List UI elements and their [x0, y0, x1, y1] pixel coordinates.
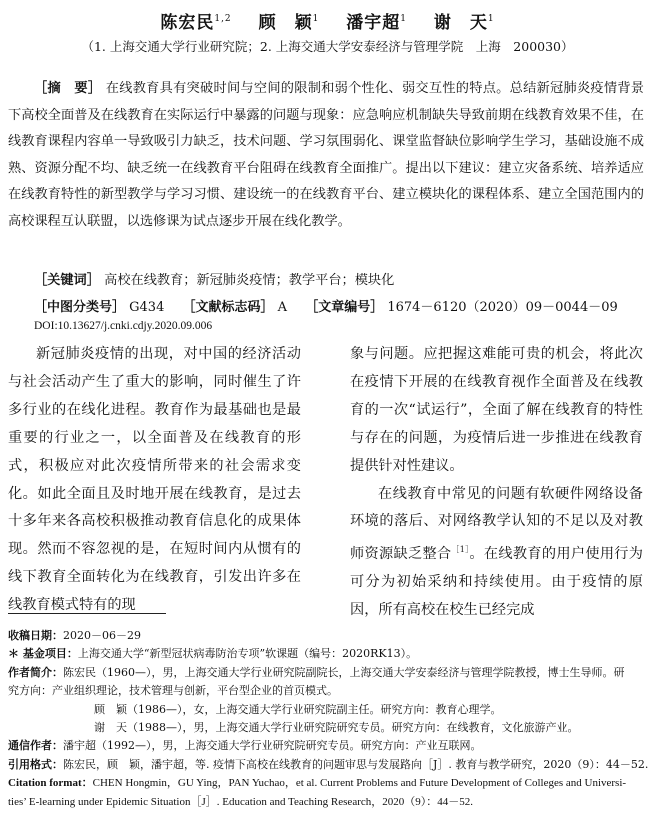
footnote-divider [8, 613, 166, 614]
corresponding-author: 通信作者：潘宇超（1992—），男，上海交通大学行业研究院研究专员。研究方向：产业互联网。 [8, 739, 482, 753]
doc-code-label: ［文献标志码］ [182, 300, 274, 315]
author-4: 谢 天$^1$ [433, 13, 495, 33]
doi: DOI:10.13627/j.cnki.cdjy.2020.09.006 [34, 320, 213, 332]
author-2: 顾 颖$^1$ [258, 13, 320, 33]
author-bio-2: 顾 颖（1986—），女，上海交通大学行业研究院副主任。研究方向：教育心理学。 [94, 702, 502, 716]
citation-ref: ［1］ [451, 545, 470, 555]
abstract-label: ［摘 要］ [34, 81, 102, 96]
citation-format-en: Citation format：CHEN Hongmin，GU Ying，PAN Yuchao，et al. Current Problems and Future Development of Colleges and Universi- [8, 777, 627, 790]
author-3: 潘宇超$^1$ [346, 13, 407, 33]
article-number-value: 1674－6120（2020）09－0044－09 [387, 300, 618, 315]
keywords-label: ［关键词］ [34, 273, 100, 288]
footnotes [8, 627, 648, 811]
citation-format-en-cont: ties’ E-learning under Epidemic Situation［J］. Education and Teaching Research，2020（9）：44－52. [8, 795, 473, 808]
keywords [8, 270, 644, 292]
abstract-text: 在线教育具有突破时间与空间的限制和弱个性化、弱交互性的特点。总结新冠肺炎疫情背景下高校全面普及在线教育在实际运行中暴露的问题与现象：应急响应机制缺失导致前期在线教育效果不佳，在线教育课程内容单一导致吸引力缺乏，技术问题、学习氛围弱化、课堂监督缺位影响学生学习，基础设施不成熟、资源分配不均、缺乏统一在线教育平台阻碍在线教育全面推广。提出以下建议：建立灾备系统、培养适应在线教育特性的新型教学与学习习惯、建设统一的在线教育平台、建立模块化的课程体系、建立全国范围内的高校课程互认联盟，以选修课为试点逐步开展在线化教学。 [8, 81, 644, 229]
author-bio: 作者简介：陈宏民（1960—），男，上海交通大学行业研究院副院长，上海交通大学安泰经济与管理学院教授，博士生导师。研 [8, 665, 625, 679]
body-column-left [8, 341, 301, 620]
doc-code-value: A [277, 300, 288, 315]
clc-value: G434 [129, 300, 165, 315]
body-paragraph: 在线教育中常见的问题有软硬件网络设备环境的落后、对网络教学认知的不足以及对教师资源缺乏整合$^{[1]}$。在线教育的用户使用行为可分为初始采纳和持续使用。由于疫情的原因，所有高校在校生已经完成 [350, 485, 643, 619]
author-1: 陈宏民$^{1,2}$ [160, 13, 232, 33]
classification-line [34, 297, 654, 319]
article-number-label: ［文章编号］ [305, 300, 384, 315]
author-bio-3: 谢 天（1988—），男，上海交通大学行业研究院研究专员。研究方向：在线教育，文化旅游产业。 [94, 721, 579, 735]
body-paragraph: 象与问题。应把握这难能可贵的机会，将此次在疫情下开展的在线教育视作全面普及在线教育的一次“试运行”，全面了解在线教育的特性与存在的问题，为疫情后进一步推进在线教育提供针对性建议。 [350, 346, 643, 474]
affiliation: （1. 上海交通大学行业研究院；2. 上海交通大学安泰经济与管理学院 上海 200030） [81, 39, 574, 54]
citation-format: 引用格式：陈宏民，顾 颖，潘宇超，等. 疫情下高校在线教育的问题审思与发展路向［J］. 教育与教学研究，2020（9）：44－52. [8, 757, 649, 771]
received-date: 收稿日期：2020－06－29 [8, 629, 141, 642]
author-line [0, 8, 655, 33]
body-column-right [350, 341, 643, 625]
body-paragraph: 新冠肺炎疫情的出现，对中国的经济活动与社会活动产生了重大的影响，同时催生了许多行业的在线化进程。教育作为最基础也是最重要的行业之一，以全面普及在线教育的形式，积极应对此次疫情所带来的社会需求变化。如此全面且及时地开展在线教育，是过去十多年来各高校积极推动教育信息化的成果体现。然而不容忽视的是，在短时间内从惯有的线下教育全面转化为在线教育，引发出许多在线教育模式特有的现 [8, 346, 301, 614]
author-bio-cont: 究方向：产业组织理论，技术管理与创新，平台型企业的首页模式。 [8, 684, 338, 698]
fund-project: ＊ 基金项目：上海交通大学“新型冠状病毒防治专项”软课题（编号：2020RK13）。 [8, 647, 418, 661]
clc-label: ［中图分类号］ [34, 300, 126, 315]
abstract [8, 76, 644, 235]
keywords-text: 高校在线教育；新冠肺炎疫情；教学平台；模块化 [104, 273, 395, 288]
